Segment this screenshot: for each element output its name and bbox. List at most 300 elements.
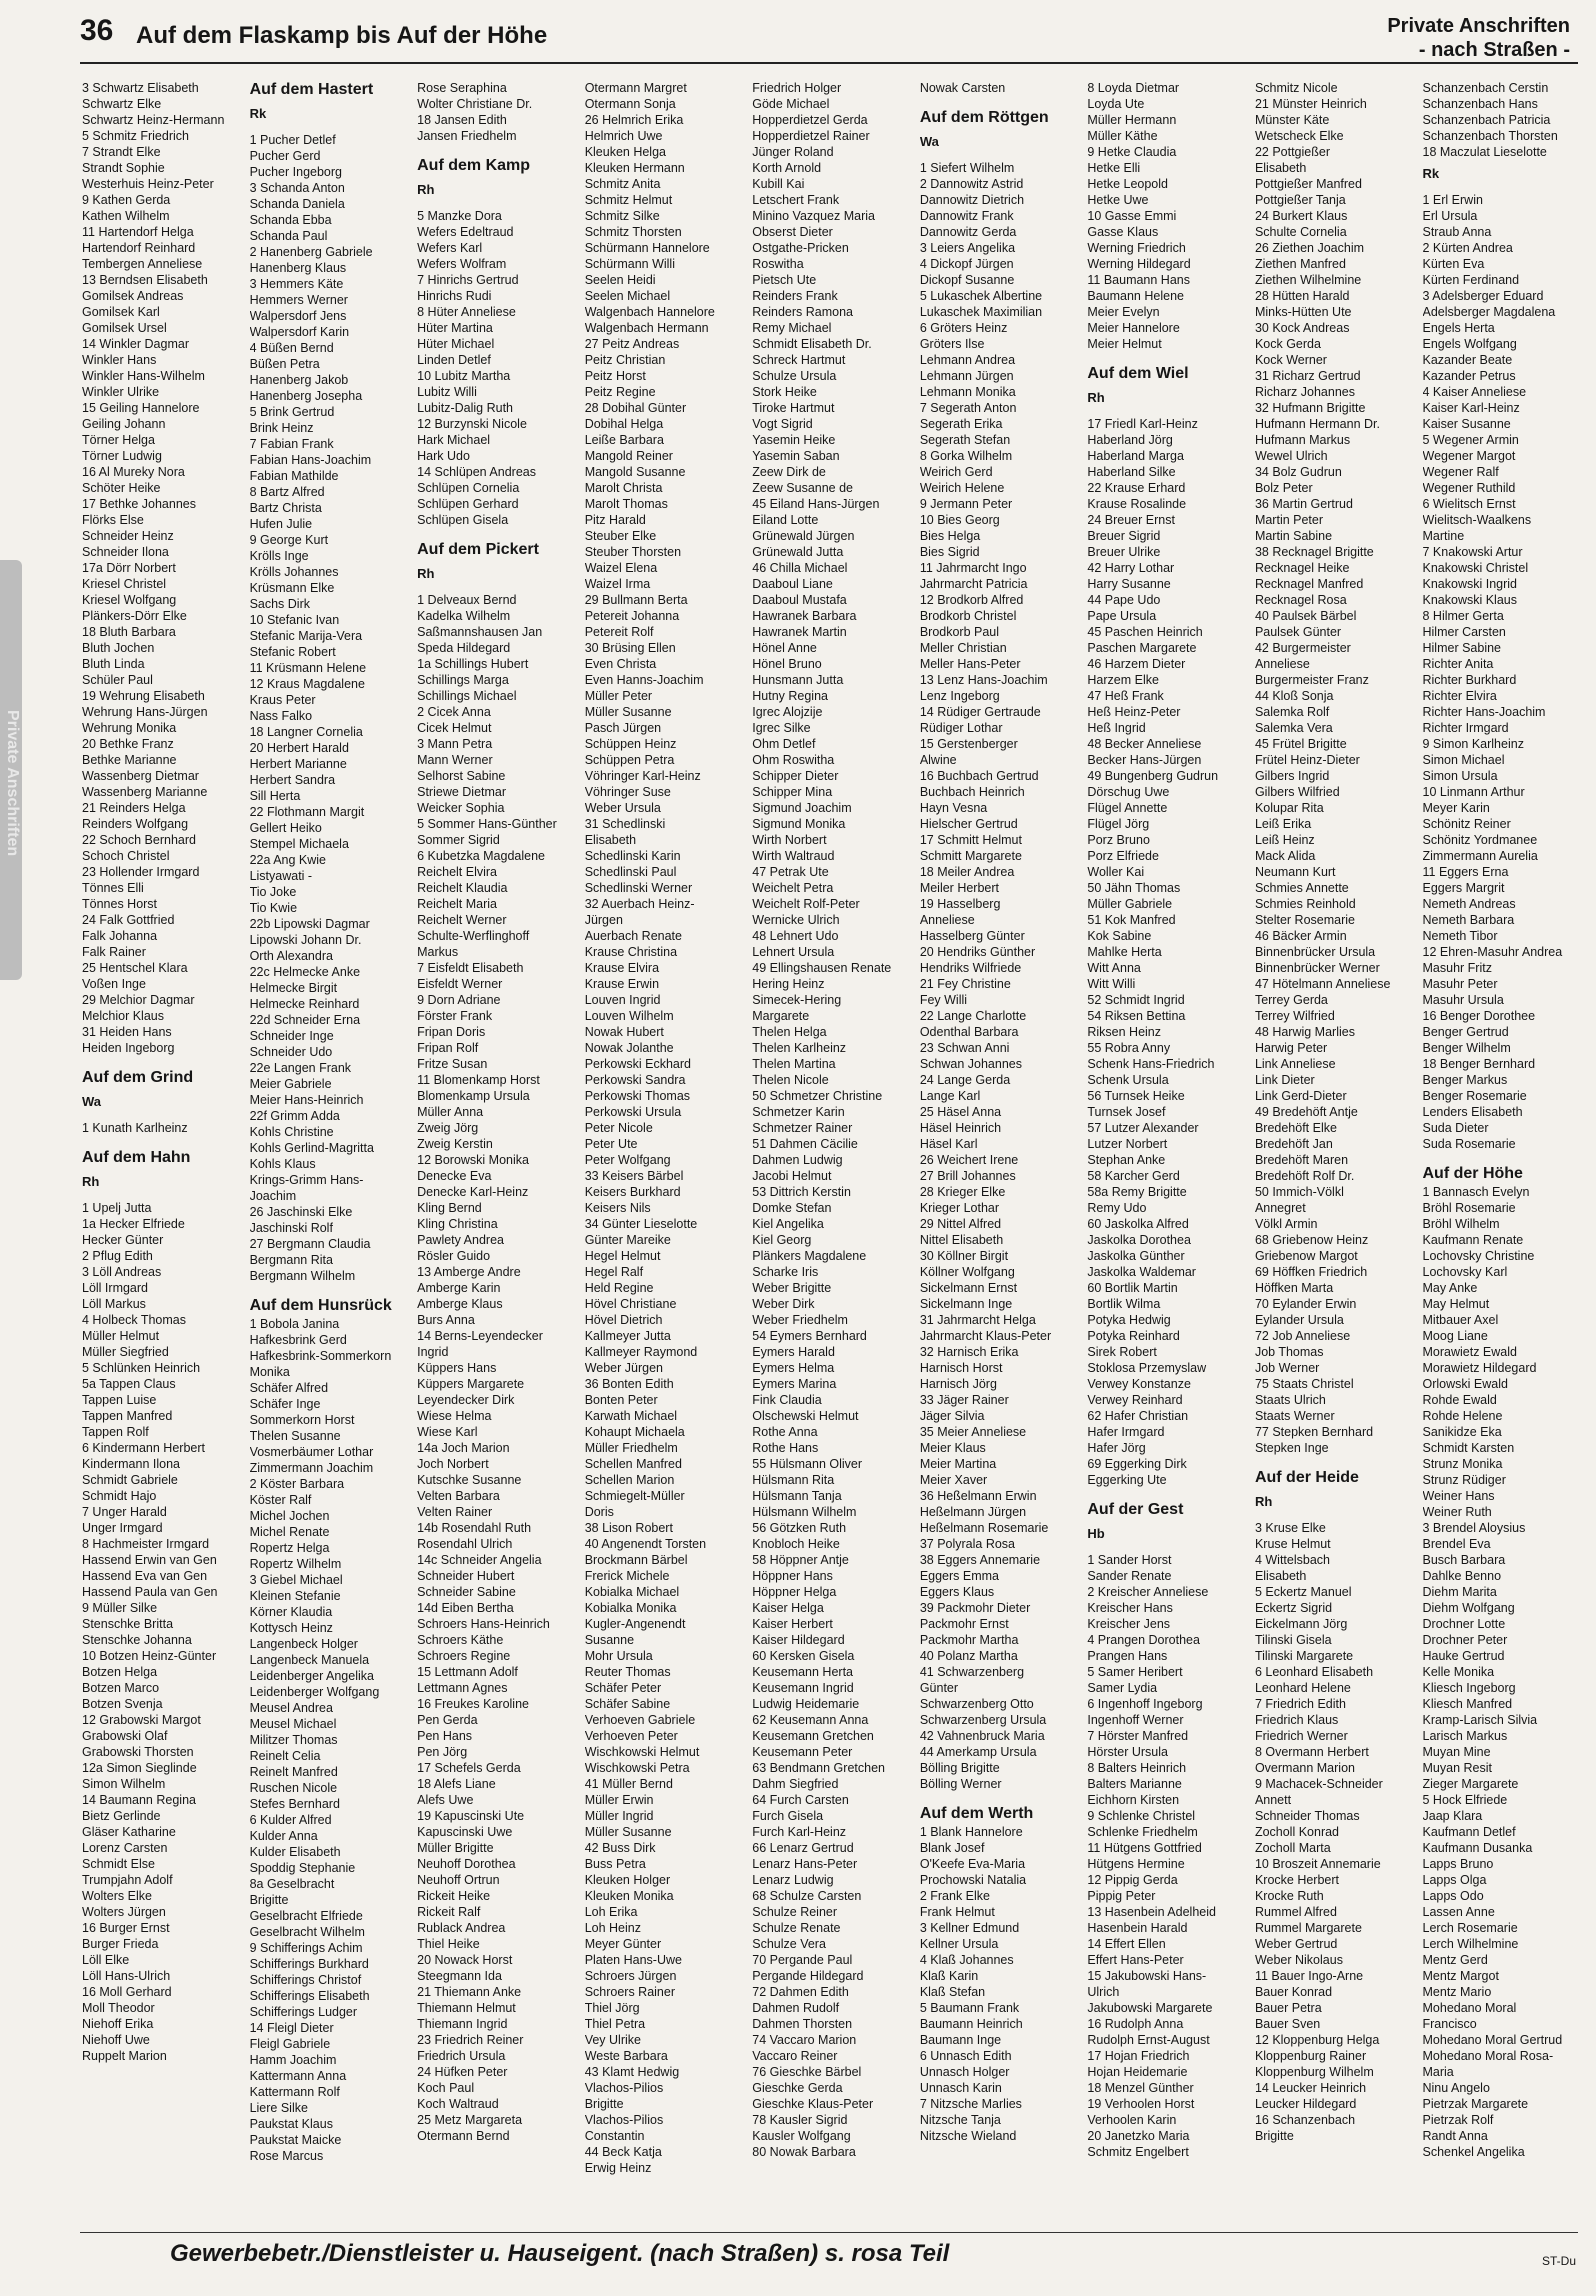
resident-entry: Verwey Reinhard — [1087, 1393, 1183, 1407]
resident-entry: Eiland Lotte — [752, 513, 819, 527]
resident-entry: Gilbers Wilfried — [1254, 785, 1340, 799]
resident-entry: Gläser Katharine — [82, 1825, 176, 1839]
resident-entry: Thiel Petra — [584, 2017, 646, 2031]
resident-entry: Sickelmann Inge — [919, 1297, 1013, 1311]
resident-entry: Keisers Nils — [584, 1201, 651, 1215]
resident-entry: Schürmann Willi — [584, 257, 675, 271]
resident-entry: Schipper Dieter — [752, 769, 839, 783]
resident-entry: Eckertz Sigrid — [1254, 1601, 1333, 1615]
resident-entry: Schäfer Peter — [584, 1681, 662, 1695]
resident-entry: 9 Müller Silke — [82, 1601, 158, 1615]
resident-entry: 69 Höffken Friedrich — [1254, 1265, 1368, 1279]
street-heading: Auf dem Pickert — [417, 541, 539, 558]
resident-entry: Dahmen Rudolf — [752, 2001, 840, 2015]
resident-entry: Rickeit Heike — [417, 1889, 491, 1903]
resident-entry: 45 Frütel Brigitte — [1254, 737, 1347, 751]
resident-entry: 2 Cicek Anna — [417, 705, 491, 719]
resident-entry: Langenbeck Holger — [249, 1637, 358, 1651]
resident-entry: 48 Becker Anneliese — [1087, 737, 1202, 751]
resident-entry: Schellen Manfred — [584, 1457, 682, 1471]
resident-entry: Bartz Christa — [249, 501, 322, 515]
resident-entry: Kindermann Ilona — [82, 1457, 180, 1471]
resident-entry: Meller Christian — [919, 641, 1007, 655]
resident-entry: Friedrich Holger — [752, 81, 842, 95]
resident-entry: Haberland Silke — [1087, 465, 1176, 479]
resident-entry: Hövel Christiane — [584, 1297, 677, 1311]
resident-entry: Marolt Thomas — [584, 497, 668, 511]
resident-entry: Keusemann Herta — [752, 1665, 854, 1679]
resident-entry: 9 Kathen Gerda — [82, 193, 171, 207]
resident-entry: 5 Hock Elfriede — [1422, 1793, 1508, 1807]
resident-entry: Rüdiger Lothar — [919, 721, 1003, 735]
resident-entry: Recknagel Heike — [1254, 561, 1350, 575]
resident-entry: 9 Jermann Peter — [919, 497, 1013, 511]
resident-entry: Brodkorb Christel — [919, 609, 1017, 623]
resident-entry: Kolupar Rita — [1254, 801, 1324, 815]
resident-entry: Porz Bruno — [1087, 833, 1150, 847]
resident-entry: 40 Angenendt Torsten — [584, 1537, 707, 1551]
resident-entry: Kreischer Hans — [1087, 1601, 1173, 1615]
resident-entry: Erwig Heinz — [584, 2161, 652, 2175]
resident-entry: 54 Riksen Bettina — [1087, 1009, 1186, 1023]
resident-entry: 6 Kindermann Herbert — [82, 1441, 205, 1455]
street-heading: Auf dem Wiel — [1087, 365, 1189, 382]
resident-entry: 31 Jahrmarcht Helga — [919, 1313, 1036, 1327]
resident-entry: Stefes Bernhard — [249, 1797, 340, 1811]
resident-entry: 2 Hanenberg Gabriele — [249, 245, 373, 259]
resident-entry: Schwartz Elke — [82, 97, 162, 111]
resident-entry: Hülsmann Rita — [752, 1473, 835, 1487]
resident-entry: Hönel Bruno — [752, 657, 822, 671]
resident-entry: Diehm Marita — [1422, 1585, 1497, 1599]
resident-entry: Lorenz Carsten — [82, 1841, 168, 1855]
resident-entry: Fripan Doris — [417, 1025, 486, 1039]
resident-entry: Keusemann Ingrid — [752, 1681, 854, 1695]
resident-entry: 15 Lettmann Adolf — [417, 1665, 518, 1679]
resident-entry: 14d Eiben Bertha — [417, 1601, 514, 1615]
resident-entry: Pape Ursula — [1087, 609, 1157, 623]
resident-entry: Neuhoff Ortrun — [417, 1873, 500, 1887]
resident-entry: Schwarzenberg Ursula — [919, 1713, 1047, 1727]
resident-entry: Rose Marcus — [249, 2149, 324, 2163]
resident-entry: 11 Blomenkamp Horst — [417, 1073, 540, 1087]
resident-entry: 17 Bethke Johannes — [82, 497, 196, 511]
resident-entry: Krocke Herbert — [1254, 1873, 1339, 1887]
resident-entry: 24 Lange Gerda — [919, 1073, 1011, 1087]
resident-entry: Reichelt Maria — [417, 897, 498, 911]
directory-column — [1087, 80, 1247, 2220]
resident-entry: 47 Heß Frank — [1087, 689, 1164, 703]
resident-entry: 69 Eggerking Dirk — [1087, 1457, 1187, 1471]
resident-entry: Sommerkorn Horst — [249, 1413, 355, 1427]
resident-entry: Burgermeister Franz — [1254, 673, 1369, 687]
resident-entry: Thelen Susanne — [249, 1429, 341, 1443]
resident-entry: Larisch Markus — [1422, 1729, 1508, 1743]
resident-entry: Walpersdorf Jens — [249, 309, 347, 323]
resident-entry: Dahm Siegfried — [752, 1777, 839, 1791]
resident-entry: Furch Gisela — [752, 1809, 824, 1823]
resident-entry: Stefanic Robert — [249, 645, 336, 659]
resident-entry: 9 Dorn Adriane — [417, 993, 501, 1007]
resident-entry: Potyka Hedwig — [1087, 1313, 1171, 1327]
resident-entry: 22 Flothmann Margit — [249, 805, 365, 819]
resident-entry: Wiese Helma — [417, 1409, 492, 1423]
resident-entry: Strunz Rüdiger — [1422, 1473, 1506, 1487]
street-heading: Auf dem Hahn — [82, 1149, 191, 1166]
resident-entry: Niehoff Uwe — [82, 2033, 150, 2047]
resident-entry: Kaiser Karl-Heinz — [1422, 401, 1520, 415]
resident-entry: 17 Friedl Karl-Heinz — [1087, 417, 1198, 431]
resident-entry: Lubitz-Dalig Ruth — [417, 401, 514, 415]
resident-entry: Kaufmann Dusanka — [1422, 1841, 1533, 1855]
resident-entry: Schmitz Engelbert — [1087, 2145, 1189, 2159]
resident-entry: Rublack Andrea — [417, 1921, 506, 1935]
resident-entry: 14 Fleigl Dieter — [249, 2021, 334, 2035]
resident-entry: 14 Winkler Dagmar — [82, 337, 189, 351]
resident-entry: Hütgens Hermine — [1087, 1857, 1185, 1871]
resident-entry: Hafkesbrink-Sommerkorn — [249, 1349, 392, 1363]
resident-entry: Meier Gabriele — [249, 1077, 332, 1091]
resident-entry: Sirek Robert — [1087, 1345, 1157, 1359]
resident-entry: Benger Markus — [1422, 1073, 1508, 1087]
resident-entry: 33 Keisers Bärbel — [584, 1169, 684, 1183]
resident-entry: 27 Peitz Andreas — [584, 337, 680, 351]
resident-entry: Mentz Margot — [1422, 1969, 1499, 1983]
resident-entry: Wielitsch-Waalkens — [1422, 513, 1532, 527]
resident-entry: Kiel Georg — [752, 1233, 812, 1247]
resident-entry: Binnenbrücker Werner — [1254, 961, 1380, 975]
resident-entry: Harwig Peter — [1254, 1041, 1328, 1055]
resident-entry: Hielscher Gertrud — [919, 817, 1018, 831]
resident-entry: Heßelmann Rosemarie — [919, 1521, 1049, 1535]
resident-entry: Sickelmann Ernst — [919, 1281, 1018, 1295]
resident-entry: Spoddig Stephanie — [249, 1861, 356, 1875]
resident-entry: 20 Herbert Harald — [249, 741, 349, 755]
resident-entry: Heßelmann Jürgen — [919, 1505, 1027, 1519]
resident-entry: Fink Claudia — [752, 1393, 822, 1407]
resident-entry: Marolt Christa — [584, 481, 663, 495]
resident-entry: 22 Krause Erhard — [1087, 481, 1186, 495]
resident-entry: 15 Gerstenberger — [919, 737, 1018, 751]
resident-entry: Dahmen Thorsten — [752, 2017, 853, 2031]
resident-entry: Leidenberger Wolfgang — [249, 1685, 380, 1699]
resident-entry: 12a Simon Sieglinde — [82, 1761, 197, 1775]
resident-entry: Schmetzer Karin — [752, 1105, 845, 1119]
resident-entry: Drochner Peter — [1422, 1633, 1508, 1647]
resident-entry: Krüsmann Elke — [249, 581, 335, 595]
resident-entry: Schoch Christel — [82, 849, 170, 863]
resident-entry: 10 Gasse Emmi — [1087, 209, 1177, 223]
resident-entry: Joch Norbert — [417, 1457, 489, 1471]
resident-entry: Erl Ursula — [1422, 209, 1478, 223]
resident-entry: Walpersdorf Karin — [249, 325, 350, 339]
resident-entry: Pergande Hildegard — [752, 1969, 864, 1983]
resident-entry: Scharke Iris — [752, 1265, 819, 1279]
resident-entry: 45 Paschen Heinrich — [1087, 625, 1203, 639]
resident-entry: 6 Unnasch Edith — [919, 2049, 1012, 2063]
resident-entry: Schmitt Margarete — [919, 849, 1022, 863]
resident-entry: Eisfeldt Werner — [417, 977, 503, 991]
resident-entry: 4 Wittelsbach — [1254, 1553, 1330, 1567]
resident-entry: Schmidt Hajo — [82, 1489, 157, 1503]
resident-entry: Wassenberg Dietmar — [82, 769, 199, 783]
resident-entry: 15 Jakubowski Hans- — [1087, 1969, 1207, 1983]
resident-entry: 16 Moll Gerhard — [82, 1985, 172, 1999]
resident-entry: Grünewald Jürgen — [752, 529, 855, 543]
resident-entry: Furch Karl-Heinz — [752, 1825, 847, 1839]
resident-entry: Dobihal Helga — [584, 417, 664, 431]
resident-entry: Kobialka Monika — [584, 1601, 677, 1615]
resident-entry: Terrey Wilfried — [1254, 1009, 1335, 1023]
resident-entry: Vlachos-Pilios — [584, 2081, 664, 2095]
resident-entry: Schreck Hartmut — [752, 353, 846, 367]
resident-entry: Köster Ralf — [249, 1493, 312, 1507]
resident-entry: Rickeit Ralf — [417, 1905, 481, 1919]
resident-entry: Packmohr Martha — [919, 1633, 1019, 1647]
resident-entry: 26 Jaschinski Elke — [249, 1205, 353, 1219]
resident-entry: 5 Baumann Frank — [919, 2001, 1020, 2015]
resident-entry: Heß Ingrid — [1087, 721, 1146, 735]
resident-entry: 70 Pergande Paul — [752, 1953, 853, 1967]
resident-entry: Thelen Helga — [752, 1025, 827, 1039]
resident-entry: Kling Christina — [417, 1217, 498, 1231]
resident-entry: Roswitha — [752, 257, 804, 271]
resident-entry: Neuhoff Dorothea — [417, 1857, 516, 1871]
resident-entry: 38 Lison Robert — [584, 1521, 673, 1535]
resident-entry: Letschert Frank — [752, 193, 840, 207]
resident-entry: Lettmann Agnes — [417, 1681, 508, 1695]
resident-entry: Schillings Marga — [417, 673, 509, 687]
resident-entry: Hutny Regina — [752, 689, 828, 703]
resident-entry: Kürten Ferdinand — [1422, 273, 1520, 287]
resident-entry: Schüppen Heinz — [584, 737, 677, 751]
resident-entry: 18 Alefs Liane — [417, 1777, 496, 1791]
resident-entry: 25 Hentschel Klara — [82, 961, 188, 975]
resident-entry: 8 Gorka Wilhelm — [919, 449, 1013, 463]
resident-entry: Yasemin Saban — [752, 449, 840, 463]
resident-entry: 6 Ingenhoff Ingeborg — [1087, 1697, 1203, 1711]
resident-entry: Jaschinski Rolf — [249, 1221, 333, 1235]
resident-entry: Weber Nikolaus — [1254, 1953, 1343, 1967]
resident-entry: 3 Kruse Elke — [1254, 1521, 1326, 1535]
resident-entry: Jaskolka Dorothea — [1087, 1233, 1191, 1247]
resident-entry: 29 Melchior Dagmar — [82, 993, 195, 1007]
resident-entry: Schmiegelt-Müller — [584, 1489, 685, 1503]
resident-entry: Schanda Ebba — [249, 213, 332, 227]
resident-entry: Müller Brigitte — [417, 1841, 494, 1855]
resident-entry: 44 Amerkamp Ursula — [919, 1745, 1037, 1759]
resident-entry: Thiel Jörg — [584, 2001, 640, 2015]
resident-entry: Steuber Thorsten — [584, 545, 682, 559]
resident-entry: Eggers Margrit — [1422, 881, 1505, 895]
resident-entry: 12 Grabowski Margot — [82, 1713, 201, 1727]
resident-entry: Schulze Ursula — [752, 369, 837, 383]
resident-entry: Nowak Carsten — [919, 81, 1006, 95]
resident-entry: Fritze Susan — [417, 1057, 488, 1071]
resident-entry: Pietsch Ute — [752, 273, 817, 287]
resident-entry: Balters Marianne — [1087, 1777, 1182, 1791]
resident-entry: 12 Kloppenburg Helga — [1254, 2033, 1380, 2047]
resident-entry: Lenarz Ludwig — [752, 1873, 834, 1887]
resident-entry: Ostgathe-Pricken — [752, 241, 849, 255]
resident-entry: Grünewald Jutta — [752, 545, 844, 559]
resident-entry: Paschen Margarete — [1087, 641, 1197, 655]
resident-entry: Hamm Joachim — [249, 2053, 337, 2067]
resident-entry: Göde Michael — [752, 97, 830, 111]
resident-entry: Martin Sabine — [1254, 529, 1333, 543]
resident-entry: 52 Schmidt Ingrid — [1087, 993, 1185, 1007]
resident-entry: Schifferings Burkhard — [249, 1957, 369, 1971]
resident-entry: 3 Mann Petra — [417, 737, 493, 751]
resident-entry: Militzer Thomas — [249, 1733, 338, 1747]
resident-entry: Kreischer Jens — [1087, 1617, 1171, 1631]
resident-entry: Weirich Gerd — [919, 465, 993, 479]
resident-entry: 48 Lehnert Udo — [752, 929, 839, 943]
resident-entry: 7 Strandt Elke — [82, 145, 161, 159]
resident-entry: Wernicke Ulrich — [752, 913, 840, 927]
resident-entry: Falk Johanna — [82, 929, 158, 943]
resident-entry: 19 Kapuscinski Ute — [417, 1809, 525, 1823]
resident-entry: Schäfer Alfred — [249, 1381, 329, 1395]
resident-entry: Kazander Petrus — [1422, 369, 1516, 383]
resident-entry: Wolters Jürgen — [82, 1905, 166, 1919]
resident-entry: Krölls Johannes — [249, 565, 339, 579]
resident-entry: Louven Ingrid — [584, 993, 661, 1007]
resident-entry: 32 Harnisch Erika — [919, 1345, 1019, 1359]
resident-entry: Ziethen Manfred — [1254, 257, 1346, 271]
resident-entry: Weiner Ruth — [1422, 1505, 1492, 1519]
resident-entry: Zocholl Marta — [1254, 1841, 1331, 1855]
resident-entry: 41 Schwarzenberg — [919, 1665, 1025, 1679]
resident-entry: Woller Kai — [1087, 865, 1145, 879]
resident-entry: 72 Job Anneliese — [1254, 1329, 1351, 1343]
resident-entry: Masuhr Fritz — [1422, 961, 1492, 975]
resident-entry: Rudolph Ernst-August — [1087, 2033, 1210, 2047]
resident-entry: Schmitz Helmut — [584, 193, 673, 207]
resident-entry: Velten Rainer — [417, 1505, 493, 1519]
resident-entry: 16 Schanzenbach — [1254, 2113, 1356, 2127]
resident-entry: Loh Erika — [584, 1905, 638, 1919]
resident-entry: Schifferings Ludger — [249, 2005, 358, 2019]
resident-entry: Tiroke Hartmut — [752, 401, 835, 415]
resident-entry: Nitzsche Tanja — [919, 2113, 1001, 2127]
resident-entry: Haberland Jörg — [1087, 433, 1173, 447]
resident-entry: 42 Buss Dirk — [584, 1841, 656, 1855]
resident-entry: Krings-Grimm Hans- — [249, 1173, 364, 1187]
resident-entry: Alefs Uwe — [417, 1793, 474, 1807]
street-heading: Auf der Höhe — [1422, 1165, 1523, 1182]
resident-entry: Schäfer Sabine — [584, 1697, 671, 1711]
resident-entry: Eylander Ursula — [1254, 1313, 1344, 1327]
resident-entry: Rothe Hans — [752, 1441, 819, 1455]
resident-entry: Kellner Ursula — [919, 1937, 999, 1951]
resident-entry: Meusel Michael — [249, 1717, 337, 1731]
resident-entry: Krause Erwin — [584, 977, 660, 991]
resident-entry: 3 Schanda Anton — [249, 181, 345, 195]
resident-entry: Kazander Beate — [1422, 353, 1513, 367]
resident-entry: Pietrzak Margarete — [1422, 2097, 1529, 2111]
resident-entry: Kohls Klaus — [249, 1157, 316, 1171]
resident-entry: Leucker Hildegard — [1254, 2097, 1357, 2111]
resident-entry: Peitz Regine — [584, 385, 656, 399]
resident-entry: Jäger Silvia — [919, 1409, 985, 1423]
resident-entry: 18 Maczulat Lieselotte — [1422, 145, 1547, 159]
resident-entry: Orlowski Ewald — [1422, 1377, 1508, 1391]
resident-entry: 4 Holbeck Thomas — [82, 1313, 186, 1327]
resident-entry: 50 Schmetzer Christine — [752, 1089, 883, 1103]
resident-entry: Schmies Reinhold — [1254, 897, 1356, 911]
resident-entry: Minino Vazquez Maria — [752, 209, 875, 223]
resident-entry: Prochowski Natalia — [919, 1873, 1027, 1887]
resident-entry: Thiemann Helmut — [417, 2001, 516, 2015]
resident-entry: Krieger Lothar — [919, 1201, 1000, 1215]
resident-entry: Michel Jochen — [249, 1509, 330, 1523]
resident-entry: 16 Rudolph Anna — [1087, 2017, 1184, 2031]
resident-entry: 15 Geiling Hannelore — [82, 401, 200, 415]
resident-entry: Günter Mareike — [584, 1233, 671, 1247]
resident-entry: Reichelt Elvira — [417, 865, 498, 879]
resident-entry: Benger Rosemarie — [1422, 1089, 1527, 1103]
resident-entry: Küppers Margarete — [417, 1377, 525, 1391]
resident-entry: Brigitte — [584, 2097, 624, 2111]
resident-entry: Schneider Sabine — [417, 1585, 516, 1599]
street-heading: Auf dem Hunsrück — [249, 1297, 392, 1314]
resident-entry: 72 Dahmen Edith — [752, 1985, 849, 1999]
resident-entry: Schifferings Elisabeth — [249, 1989, 370, 2003]
resident-entry: Pawlety Andrea — [417, 1233, 504, 1247]
resident-entry: Paulsek Günter — [1254, 625, 1342, 639]
resident-entry: Auerbach Renate — [584, 929, 682, 943]
resident-entry: Häsel Heinrich — [919, 1121, 1002, 1135]
resident-entry: Schmidt Else — [82, 1857, 155, 1871]
resident-entry: Hövel Dietrich — [584, 1313, 663, 1327]
resident-entry: Trumpjahn Adolf — [82, 1873, 173, 1887]
resident-entry: Lubitz Willi — [417, 385, 477, 399]
resident-entry: Lehmann Jürgen — [919, 369, 1014, 383]
resident-entry: 22b Lipowski Dagmar — [249, 917, 370, 931]
resident-entry: Griebenow Margot — [1254, 1249, 1358, 1263]
resident-entry: 6 Gröters Heinz — [919, 321, 1008, 335]
resident-entry: 14 Berns-Leyendecker — [417, 1329, 543, 1343]
resident-entry: 62 Hafer Christian — [1087, 1409, 1189, 1423]
resident-entry: Lenders Elisabeth — [1422, 1105, 1523, 1119]
resident-entry: Riksen Heinz — [1087, 1025, 1162, 1039]
resident-entry: Förster Frank — [417, 1009, 493, 1023]
district-code: Rk — [249, 106, 267, 121]
resident-entry: Kraus Peter — [249, 693, 316, 707]
resident-entry: Ziethen Wilhelmine — [1254, 273, 1362, 287]
resident-entry: Schönitz Reiner — [1422, 817, 1511, 831]
resident-entry: 5 Brink Gertrud — [249, 405, 335, 419]
resident-entry: Wefers Edeltraud — [417, 225, 514, 239]
resident-entry: Kürten Eva — [1422, 257, 1485, 271]
resident-entry: Kock Werner — [1254, 353, 1327, 367]
resident-entry: Schmidt Elisabeth Dr. — [752, 337, 872, 351]
resident-entry: 3 Schwartz Elisabeth — [82, 81, 199, 95]
resident-entry: 60 Bortlik Martin — [1087, 1281, 1178, 1295]
resident-entry: Wischkowski Petra — [584, 1761, 690, 1775]
resident-entry: Koch Paul — [417, 2081, 475, 2095]
resident-entry: Igrec Alojzije — [752, 705, 823, 719]
resident-entry: Turnsek Josef — [1087, 1105, 1166, 1119]
district-code: Rk — [1422, 166, 1440, 181]
resident-entry: Rosendahl Ulrich — [417, 1537, 513, 1551]
resident-entry: Schlüpen Cornelia — [417, 481, 520, 495]
resident-entry: Bluth Linda — [82, 657, 145, 671]
resident-entry: Weichelt Rolf-Peter — [752, 897, 860, 911]
resident-entry: Schlüpen Gisela — [417, 513, 509, 527]
resident-entry: Meusel Andrea — [249, 1701, 333, 1715]
